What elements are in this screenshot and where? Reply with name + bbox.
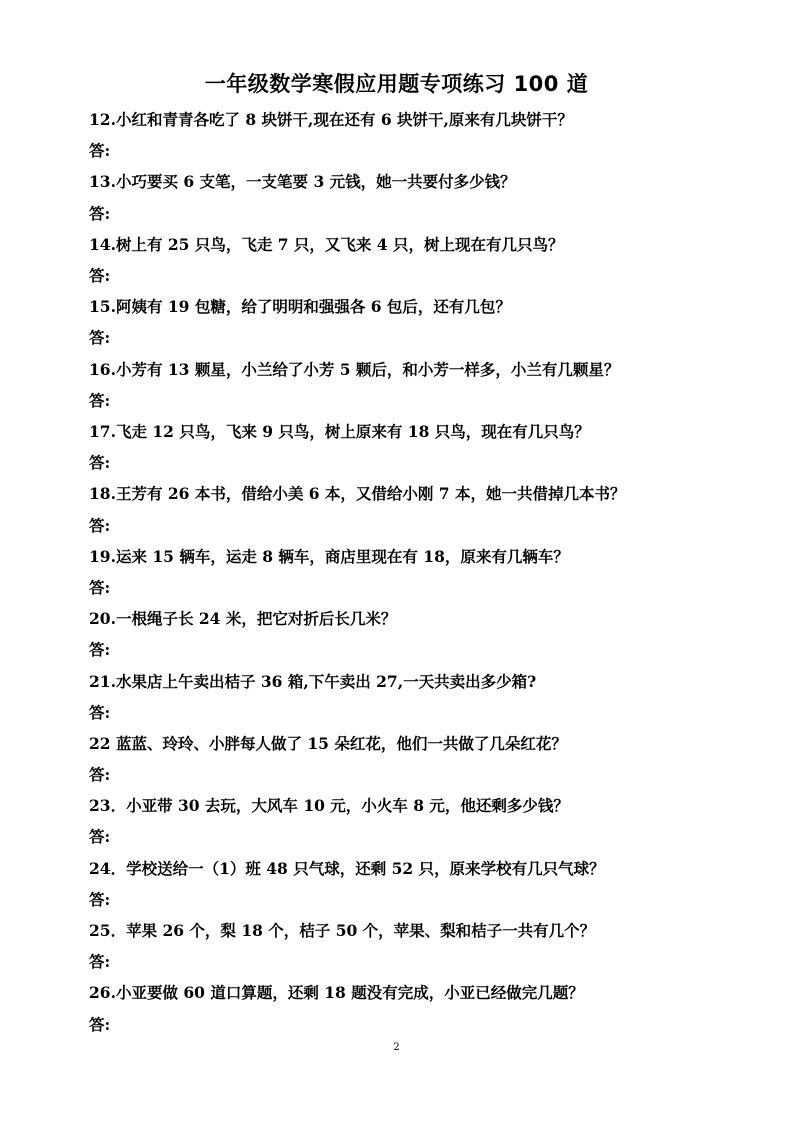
- list-item: [89, 915, 769, 977]
- page-title: 一年级数学寒假应用题专项练习 100 道: [204, 72, 589, 96]
- list-item: [89, 104, 769, 166]
- question-text: 14.树上有 25 只鸟，飞走 7 只，又飞来 4 只，树上现在有几只鸟？: [89, 234, 564, 254]
- question-text: 23．小亚带 30 去玩，大风车 10 元，小火车 8 元，他还剩多少钱？: [89, 796, 569, 816]
- answer-label: 答:: [89, 702, 111, 722]
- list-item: [89, 603, 769, 665]
- list-item: [89, 478, 769, 540]
- list-item: [89, 853, 769, 915]
- list-item: [89, 977, 769, 1039]
- list-item: [89, 666, 769, 728]
- question-text: 26.小亚要做 60 道口算题，还剩 18 题没有完成，小亚已经做完几题？: [89, 983, 584, 1003]
- page-number: 2: [393, 1042, 400, 1053]
- list-item: [89, 291, 769, 353]
- answer-label: 答:: [89, 328, 111, 348]
- question-text: 13.小巧要买 6 支笔，一支笔要 3 元钱，她一共要付多少钱？: [89, 172, 516, 192]
- list-item: [89, 229, 769, 291]
- question-text: 25．苹果 26 个，梨 18 个，桔子 50 个，苹果、梨和桔子一共有几个？: [89, 921, 596, 941]
- question-text: 18.王芳有 26 本书，借给小美 6 本，又借给小刚 7 本，她一共借掉几本书？: [89, 484, 626, 504]
- answer-label: 答:: [89, 889, 111, 909]
- question-text: 17.飞走 12 只鸟，飞来 9 只鸟，树上原来有 18 只鸟，现在有几只鸟？: [89, 421, 590, 441]
- question-text: 20.一根绳子长 24 米，把它对折后长几米？: [89, 609, 397, 629]
- list-item: [89, 354, 769, 416]
- answer-label: 答:: [89, 515, 111, 535]
- answer-label: 答:: [89, 453, 111, 473]
- answer-label: 答:: [89, 390, 111, 410]
- question-text: 12.小红和青青各吃了 8 块饼干,现在还有 6 块饼干,原来有几块饼干？: [89, 110, 573, 129]
- answer-label: 答:: [89, 827, 111, 847]
- answer-label: 答:: [89, 577, 111, 597]
- question-text: 24．学校送给一（1）班 48 只气球，还剩 52 只，原来学校有几只气球？: [89, 858, 605, 878]
- question-text: 22 蓝蓝、玲玲、小胖每人做了 15 朵红花，他们一共做了几朵红花？: [89, 733, 567, 753]
- list-item: [89, 541, 769, 603]
- answer-label: 答:: [89, 203, 111, 223]
- list-item: [89, 790, 769, 852]
- question-text: 15.阿姨有 19 包糖，给了明明和强强各 6 包后，还有几包？: [89, 297, 511, 317]
- list-item: [89, 416, 769, 478]
- question-text: 21.水果店上午卖出桔子 36 箱,下午卖出 27,一天共卖出多少箱?: [89, 671, 537, 691]
- answer-label: 答:: [89, 1014, 111, 1034]
- answer-label: 答:: [89, 640, 111, 660]
- list-item: [89, 728, 769, 790]
- answer-label: 答:: [89, 265, 111, 285]
- answer-label: 答:: [89, 765, 111, 785]
- list-item: [89, 166, 769, 228]
- question-list: [89, 104, 769, 1040]
- question-text: 19.运来 15 辆车，运走 8 辆车，商店里现在有 18，原来有几辆车？: [89, 546, 569, 566]
- answer-label: 答:: [89, 141, 111, 161]
- answer-label: 答:: [89, 952, 111, 972]
- question-text: 16.小芳有 13 颗星，小兰给了小芳 5 颗后，和小芳一样多，小兰有几颗星？: [89, 359, 620, 379]
